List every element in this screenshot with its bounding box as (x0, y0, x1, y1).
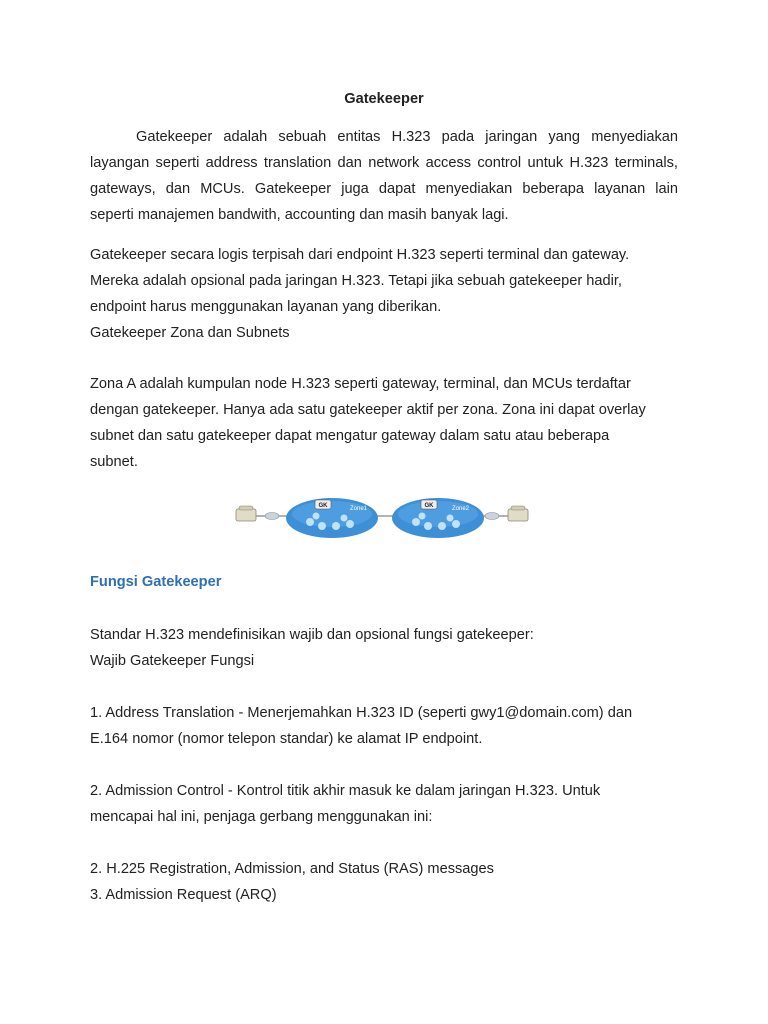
gk-label: GK (318, 503, 328, 509)
paragraph-line: Gatekeeper secara logis terpisah dari endpoint H.323 seperti terminal dan gateway. (90, 247, 630, 263)
paragraph-line: Zona A adalah kumpulan node H.323 seperti gateway, terminal, dan MCUs terdaftar (90, 376, 631, 392)
paragraph-line: gateways, dan MCUs. Gatekeeper juga dapat menyediakan beberapa layanan lain (90, 181, 678, 197)
list-item-line: 1. Address Translation - Menerjemahkan H.323 ID (seperti gwy1@domain.com) dan (90, 705, 633, 721)
zone1-label: Zone1 (350, 506, 368, 512)
zone2-cloud (392, 498, 484, 538)
paragraph-line: layangan seperti address translation dan network access control untuk H.323 terminals, (90, 155, 678, 171)
paragraph-line: Gatekeeper adalah sebuah entitas H.323 pada jaringan yang menyediakan (136, 129, 678, 145)
list-item-line: 2. Admission Control - Kontrol titik akhir masuk ke dalam jaringan H.323. Untuk (90, 783, 601, 799)
paragraph-line: endpoint harus menggunakan layanan yang diberikan. (90, 299, 442, 315)
gk-label: GK (424, 503, 434, 509)
section-heading: Fungsi Gatekeeper (90, 574, 222, 590)
zone2-label: Zone2 (452, 506, 470, 512)
list-item-line: mencapai hal ini, penjaga gerbang menggunakan ini: (90, 809, 433, 825)
paragraph-line: subnet dan satu gatekeeper dapat mengatur gateway dalam satu atau beberapa (90, 428, 610, 444)
paragraph-line: Wajib Gatekeeper Fungsi (90, 653, 255, 669)
list-item-line: 3. Admission Request (ARQ) (90, 887, 277, 903)
router-icon (265, 513, 279, 520)
list-item-line: 2. H.225 Registration, Admission, and Status (RAS) messages (90, 861, 494, 877)
paragraph-line: dengan gatekeeper. Hanya ada satu gatekeeper aktif per zona. Zona ini dapat overlay (90, 402, 646, 418)
paragraph-line: Mereka adalah opsional pada jaringan H.323. Tetapi jika sebuah gatekeeper hadir, (90, 273, 622, 289)
document-title: Gatekeeper (344, 91, 424, 107)
telephone-icon (508, 506, 528, 521)
paragraph-line: Gatekeeper Zona dan Subnets (90, 325, 290, 341)
paragraph-line: Standar H.323 mendefinisikan wajib dan opsional fungsi gatekeeper: (90, 627, 534, 643)
zone1-cloud (286, 498, 378, 538)
paragraph-line: seperti manajemen bandwith, accounting dan masih banyak lagi. (90, 207, 509, 223)
router-icon (485, 513, 499, 520)
zone-network-diagram (232, 492, 532, 540)
paragraph-line: subnet. (90, 454, 138, 470)
list-item-line: E.164 nomor (nomor telepon standar) ke alamat IP endpoint. (90, 731, 483, 747)
telephone-icon (236, 506, 256, 521)
